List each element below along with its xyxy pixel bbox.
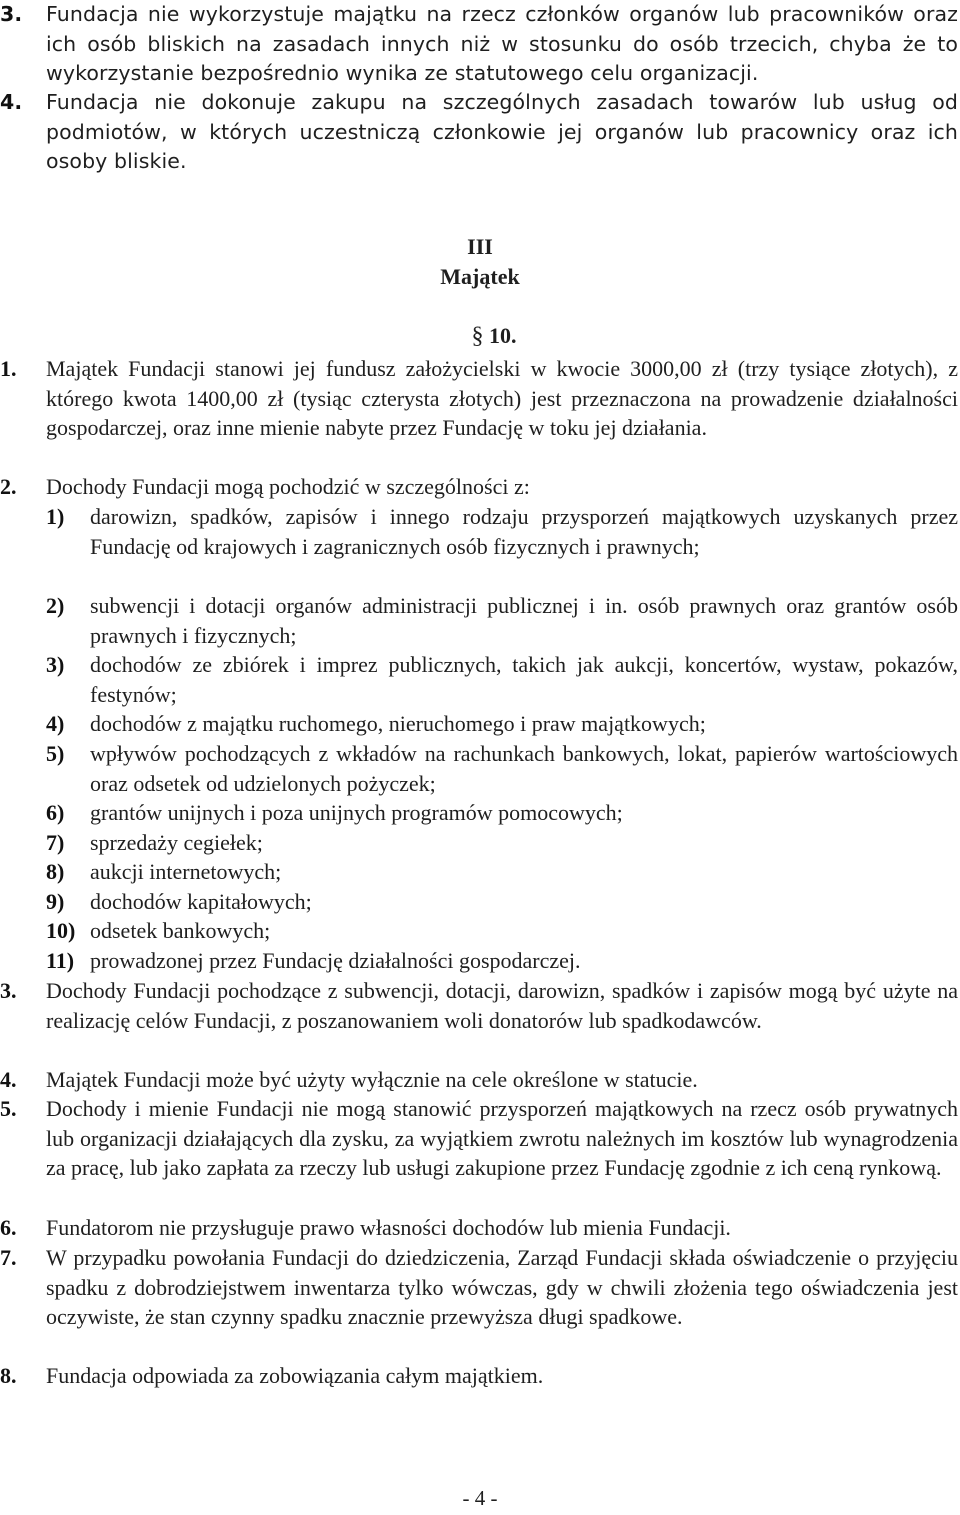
sub-item-number: 1) (46, 504, 65, 529)
item-number: 7. (0, 1245, 17, 1270)
item-number: 1. (0, 356, 17, 381)
sub-item-text: dochodów z majątku ruchomego, nieruchomego i praw majątkowych; (90, 711, 706, 736)
item-text: Fundacja nie wykorzystuje majątku na rzecz członków organów lub pracowników oraz ich osób bliskich na zasadach innych niż w stosunku do osób trzecich, chyba że to wykorzystanie bezpośrednio wynika ze statutowego celu organizacji. (46, 2, 958, 86)
sub-item-number: 4) (46, 711, 65, 736)
item-text: Dochody Fundacji mogą pochodzić w szczególności z: (46, 474, 530, 499)
item-number: 4. (0, 1067, 17, 1092)
sub-item-number: 10) (46, 918, 76, 943)
sub-item-text: dochodów ze zbiórek i imprez publicznych, takich jak aukcji, koncertów, wystaw, pokazów, festynów; (90, 652, 958, 707)
sub-list-item (46, 709, 958, 739)
item-text: Fundatorom nie przysługuje prawo własności dochodów lub mienia Fundacji. (46, 1215, 731, 1240)
list-item (0, 1065, 958, 1095)
item-number: 8. (0, 1363, 17, 1388)
item-text: Majątek Fundacji stanowi jej fundusz założycielski w kwocie 3000,00 zł (trzy tysiące złotych), z którego kwota 1400,00 zł (tysiąc czterysta złotych) jest przeznaczona na prowadzenie działalności gospodarczej, oraz inne mienie nabyte przez Fundację w toku jej działania. (46, 356, 958, 441)
sub-item-number: 7) (46, 830, 65, 855)
list-item (0, 1361, 958, 1391)
sub-item-number: 2) (46, 593, 65, 618)
sub-list-item (46, 739, 958, 798)
sub-item-text: odsetek bankowych; (90, 918, 271, 943)
list-item (0, 354, 958, 443)
item-number: 3. (0, 978, 17, 1003)
sub-item-number: 8) (46, 859, 65, 884)
sub-list-item (46, 650, 958, 709)
sub-item-number: 6) (46, 800, 65, 825)
item-text: Majątek Fundacji może być użyty wyłącznie na cele określone w statucie. (46, 1067, 698, 1092)
sub-list-item (46, 887, 958, 917)
item-text: Fundacja nie dokonuje zakupu na szczególnych zasadach towarów lub usług od podmiotów, w których uczestniczą członkowie jej organów lub pracownicy oraz ich osoby bliskie. (46, 90, 958, 174)
item-number: 2. (0, 474, 17, 499)
sub-list-item (46, 828, 958, 858)
sub-item-text: dochodów kapitałowych; (90, 889, 312, 914)
list-item (0, 1213, 958, 1243)
sub-list-item (46, 916, 958, 946)
sub-item-text: sprzedaży cegiełek; (90, 830, 263, 855)
list-item (0, 88, 958, 177)
sub-item-text: prowadzonej przez Fundację działalności gospodarczej. (90, 948, 581, 973)
list-item (0, 1243, 958, 1332)
list-item (0, 1094, 958, 1183)
sub-list-item (46, 502, 958, 561)
item-number: 3. (0, 2, 23, 26)
sub-item-text: grantów unijnych i poza unijnych programów pomocowych; (90, 800, 623, 825)
sub-item-number: 3) (46, 652, 65, 677)
page-number: - 4 - (462, 1486, 498, 1510)
sub-item-text: darowizn, spadków, zapisów i innego rodzaju przysporzeń majątkowych uzyskanych przez Fundację od krajowych i zagranicznych osób fizycznych i prawnych; (90, 504, 958, 559)
sub-item-text: wpływów pochodzących z wkładów na rachunkach bankowych, lokat, papierów wartościowych oraz odsetek od udzielonych pożyczek; (90, 741, 958, 796)
sub-list-item (46, 591, 958, 650)
paragraph-heading (14, 323, 960, 350)
item-text: Dochody Fundacji pochodzące z subwencji, dotacji, darowizn, spadków i zapisów mogą być użyte na realizację celów Fundacji, z poszanowaniem woli donatorów lub spadkodawców. (46, 978, 958, 1033)
sub-item-text: subwencji i dotacji organów administracji publicznej i in. osób prawnych oraz grantów osób prawnych i fizycznych; (90, 593, 958, 648)
item-text: W przypadku powołania Fundacji do dziedziczenia, Zarząd Fundacji składa oświadczenie o przyjęciu spadku z dobrodziejstwem inwentarza tylko wówczas, gdy w chwili złożenia tego oświadczenia jest oczywiste, że stan czynny spadku znacznie przewyższa długi spadkowe. (46, 1245, 958, 1330)
sub-item-text: aukcji internetowych; (90, 859, 282, 884)
sub-list-item (46, 798, 958, 828)
sub-item-number: 11) (46, 948, 75, 973)
section-number: III (467, 234, 493, 259)
item-number: 4. (0, 90, 23, 114)
sub-item-number: 9) (46, 889, 65, 914)
section-title: Majątek (440, 264, 520, 289)
sub-list-item (46, 946, 958, 976)
item-text: Fundacja odpowiada za zobowiązania całym majątkiem. (46, 1363, 544, 1388)
sub-list-item (46, 857, 958, 887)
list-item (0, 472, 958, 502)
item-number: 6. (0, 1215, 17, 1240)
list-item (0, 0, 958, 89)
paragraph-number: 10. (489, 323, 517, 348)
sub-item-number: 5) (46, 741, 65, 766)
item-text: Dochody i mienie Fundacji nie mogą stanowić przysporzeń majątkowych na rzecz osób prywatnych lub organizacji działających dla zysku, za wyjątkiem zwrotu należnych im kosztów lub wynagrodzenia za pracę, lub jako zapłata za rzeczy lub usługi zakupione przez Fundację zgodnie z ich ceną rynkową. (46, 1096, 958, 1181)
list-item (0, 976, 958, 1035)
paragraph-symbol: § (471, 323, 484, 349)
item-number: 5. (0, 1096, 17, 1121)
